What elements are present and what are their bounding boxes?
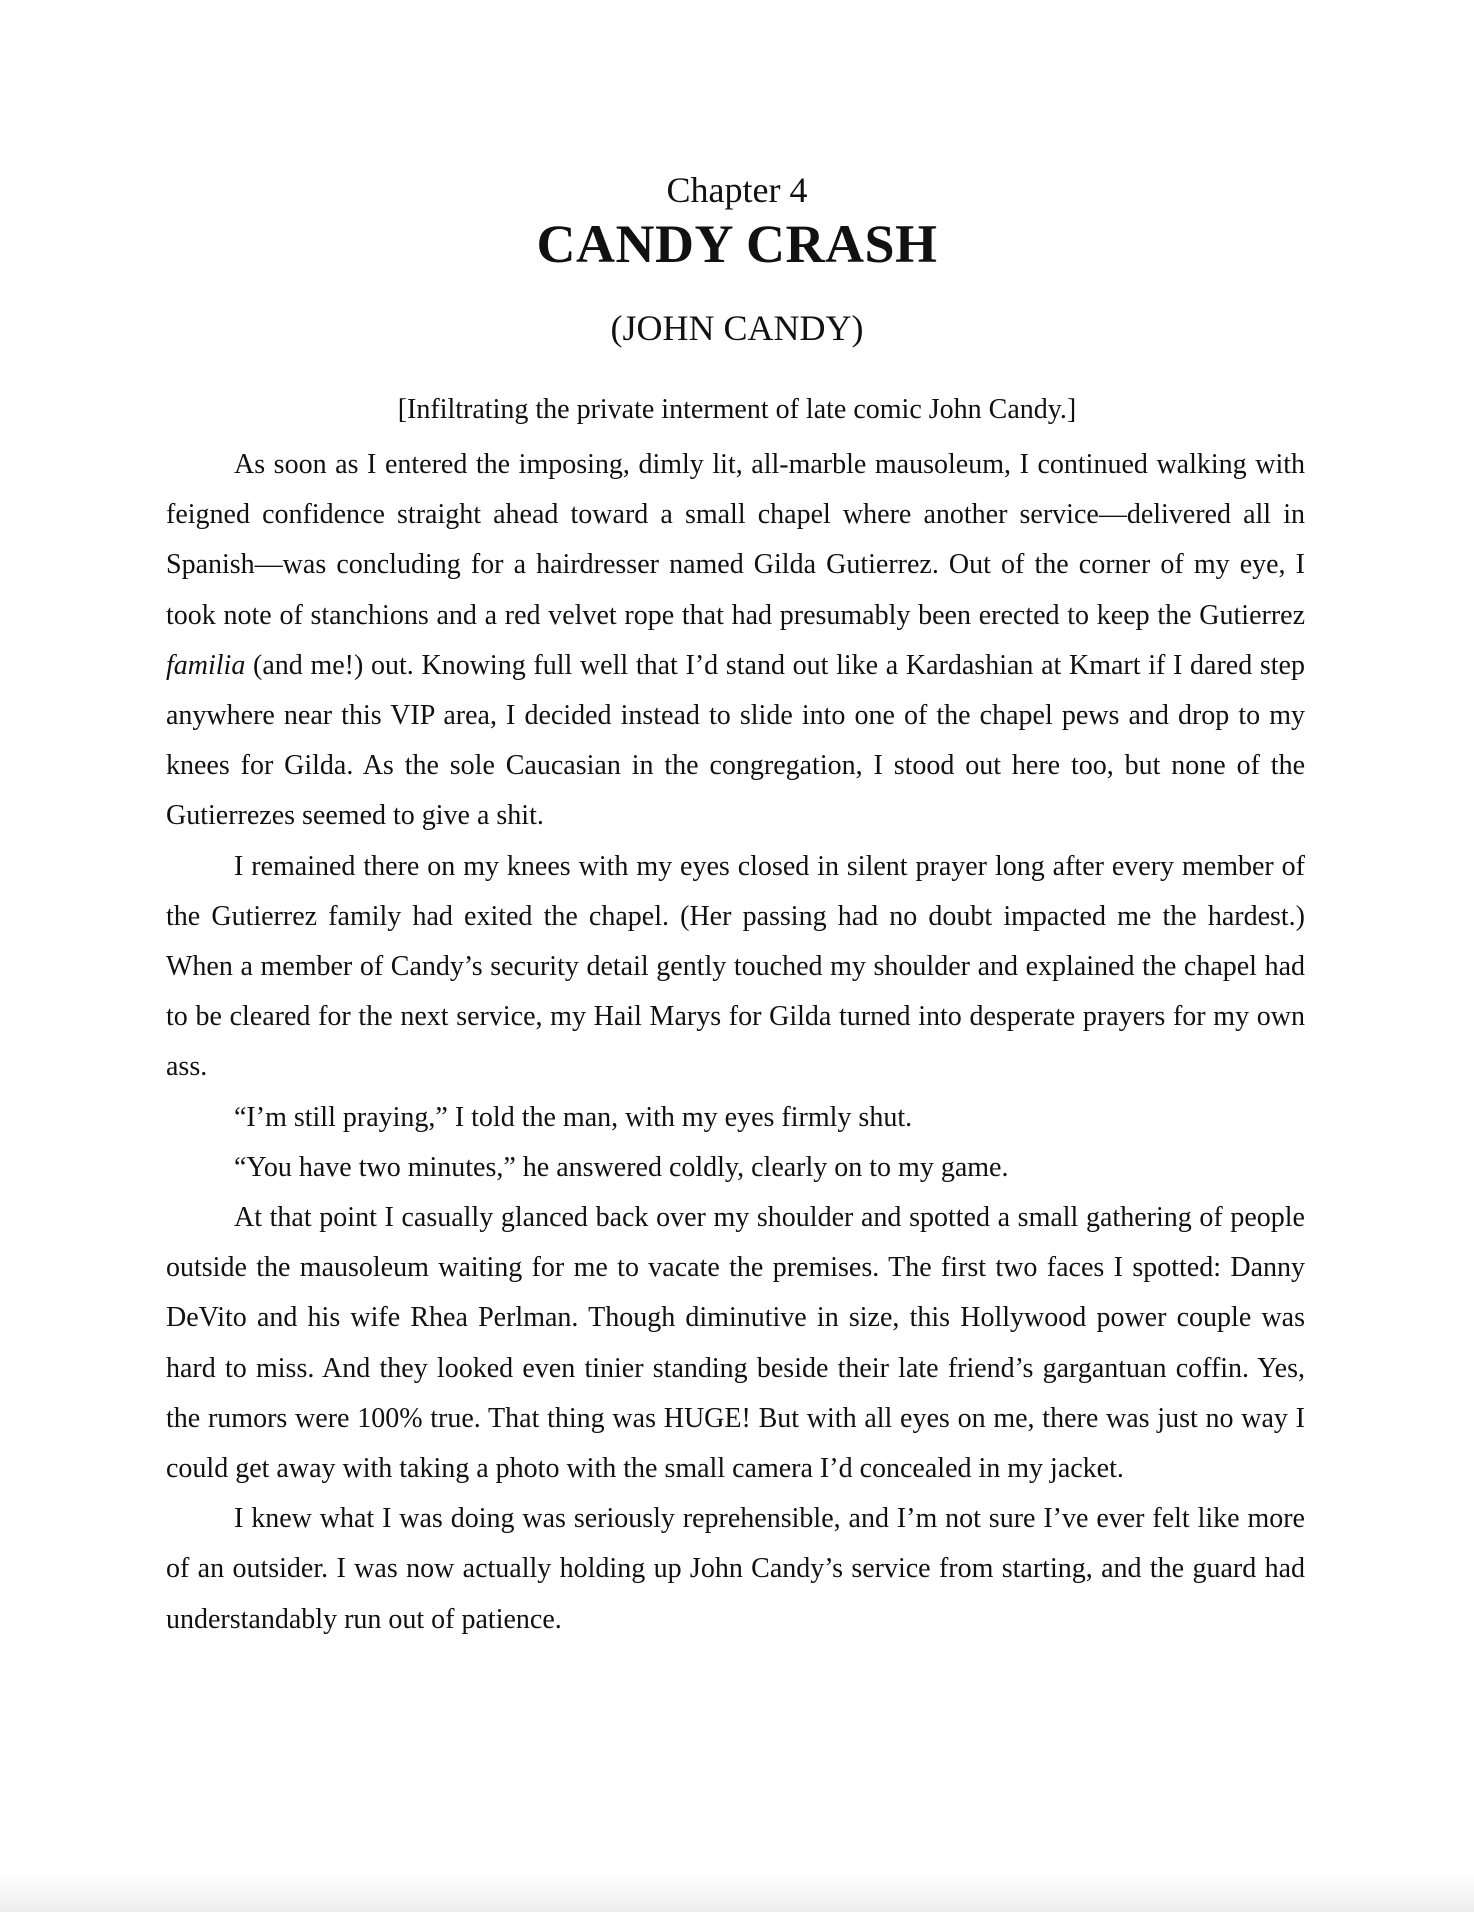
chapter-subject: (JOHN CANDY) — [610, 308, 864, 348]
chapter-number: Chapter 4 — [666, 170, 808, 210]
paragraph-3: “I’m still praying,” I told the man, with my eyes firmly shut. — [234, 1101, 913, 1133]
paragraph-1-italic-word: familia — [166, 649, 246, 681]
paragraph-4: “You have two minutes,” he answered coldly, clearly on to my game. — [234, 1151, 1009, 1183]
paragraph-1-text-b: (and me!) out. Knowing full well that I’d stand out like a Kardashian at Kmart if I dared step anywhere near this VIP area, I decided instead to slide into one of the chapel pews and drop to my knees for Gilda. As the sole Caucasian in the congregation, I stood out here too, but none of the Gutierrezes seemed to give a shit. — [166, 649, 1305, 832]
chapter-title: CANDY CRASH — [536, 214, 938, 274]
paragraph-5: At that point I casually glanced back over my shoulder and spotted a small gathering of people outside the mausoleum waiting for me to vacate the premises. The first two faces I spotted: Danny DeVito and his wife Rhea Perlman. Though diminutive in size, this Hollywood power couple was hard to miss. And they looked even tinier standing beside their late friend’s gargantuan coffin. Yes, the rumors were 100% true. That thing was HUGE! But with all eyes on me, there was just no way I could get away with taking a photo with the small camera I’d concealed in my jacket. — [166, 1202, 1305, 1485]
chapter-epigraph: [Infiltrating the private interment of late comic John Candy.] — [397, 394, 1077, 425]
paragraph-6: I knew what I was doing was seriously reprehensible, and I’m not sure I’ve ever felt like more of an outsider. I was now actually holding up John Candy’s service from starting, and the guard had understandably run out of patience. — [166, 1503, 1305, 1635]
chapter-body — [166, 440, 1305, 1645]
paragraph-2: I remained there on my knees with my eyes closed in silent prayer long after every member of the Gutierrez family had exited the chapel. (Her passing had no doubt impacted me the hardest.) When a member of Candy’s security detail gently touched my shoulder and explained the chapel had to be cleared for the next service, my Hail Marys for Gilda turned into desperate prayers for my own ass. — [166, 850, 1305, 1083]
paragraph-1-text-a: As soon as I entered the imposing, dimly lit, all-marble mausoleum, I continued walking with feigned confidence straight ahead toward a small chapel where another service—delivered all in Spanish—was concluding for a hairdresser named Gilda Gutierrez. Out of the corner of my eye, I took note of stanchions and a red velvet rope that had presumably been erected to keep the Gutierrez — [166, 449, 1305, 631]
paragraph-1 — [166, 440, 1305, 842]
page-bottom-shadow — [0, 1872, 1474, 1912]
